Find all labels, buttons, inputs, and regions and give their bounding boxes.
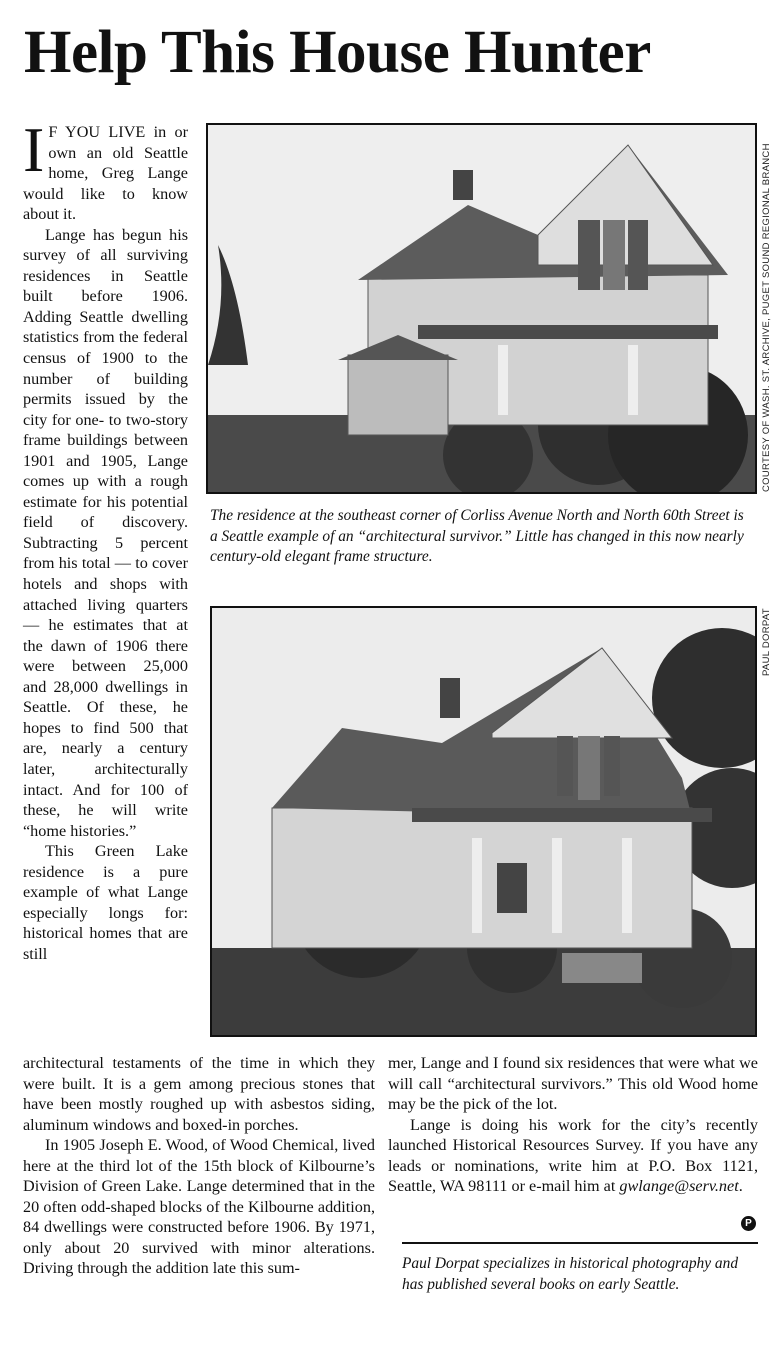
drop-cap: I [23, 114, 45, 185]
house-photo-corliss [206, 123, 757, 494]
contact-text: Lange is doing his work for the city’s recently launched Historical Resources Survey. If you have any leads or nominations, write him at P.O. Box 1121, Seattle, WA 98111 or e-mail him at [388, 1115, 758, 1196]
paragraph-survey: Lange has begun his survey of all surviving residences in Seattle built before 1906. Adding Seattle dwelling statistics from the federal census of 1900 to the number of building permits issued by the city for one- to two-story frame buildings between 1901 and 1905, Lange comes up with a rough estimate for his potential field of discovery. Subtracting 5 percent from his total — to cover hotels and shops with attached living quarters — he estimates that at the dawn of 1906 there were between 25,000 and 28,000 dwellings in Seattle. Of these, he hopes to find 500 that are, nearly a century later, architecturally intact. And for 100 of these, he will write “home histories.” [23, 225, 188, 840]
article-column-bottom-right [388, 1053, 758, 1197]
bio-divider [402, 1242, 758, 1244]
house-photo-wood-image [212, 608, 755, 1035]
lead-paragraph [23, 114, 188, 225]
photo-credit-archive: COURTESY OF WASH. ST. ARCHIVE, PUGET SOUND REGIONAL BRANCH [761, 143, 772, 492]
email-link[interactable]: gwlange@serv.net [619, 1177, 739, 1196]
paragraph-contact [388, 1115, 758, 1197]
house-photo-wood [210, 606, 757, 1037]
author-bio: Paul Dorpat specializes in historical photography and has published several books on early Seattle. [402, 1255, 739, 1293]
house-photo-corliss-image [208, 125, 755, 492]
paragraph-green-lake: This Green Lake residence is a pure example of what Lange especially longs for: historical homes that are still [23, 842, 188, 963]
lead-text: in or own an old Seattle home, Greg Lange would like to know about it. [23, 123, 188, 224]
photo-caption: The residence at the southeast corner of Corliss Avenue North and North 60th Street is a Seattle example of an “architectural survivor.” Little has changed in this now nearly century-old elegant frame structure. [210, 507, 744, 565]
lead-caps: F YOU LIVE [48, 123, 146, 141]
paragraph-testaments: architectural testaments of the time in which they were built. It is a gem among precious stones that have been mostly roughed up with asbestos siding, aluminum windows and boxed-in porches. [23, 1054, 375, 1134]
photo-credit-dorpat: PAUL DORPAT [761, 608, 772, 676]
article-column-left [23, 114, 188, 964]
article-column-bottom-left [23, 1053, 375, 1279]
end-mark-icon: P [741, 1216, 756, 1231]
headline: Help This House Hunter [24, 19, 651, 86]
contact-end: . [738, 1177, 743, 1196]
paragraph-wood-chemical: In 1905 Joseph E. Wood, of Wood Chemical, lived here at the third lot of the 15th block of Kilbourne’s Division of Green Lake. Lange determined that in the 20 often odd-shaped blocks of the Kilbourne addition, 84 dwellings were constructed before 1906. By 1971, only about 20 survived with minor alterations. Driving through the addition late this sum- [23, 1136, 375, 1278]
paragraph-survivors: mer, Lange and I found six residences that were what we will call “architectural survivors.” This old Wood home may be the pick of the lot. [388, 1054, 758, 1114]
